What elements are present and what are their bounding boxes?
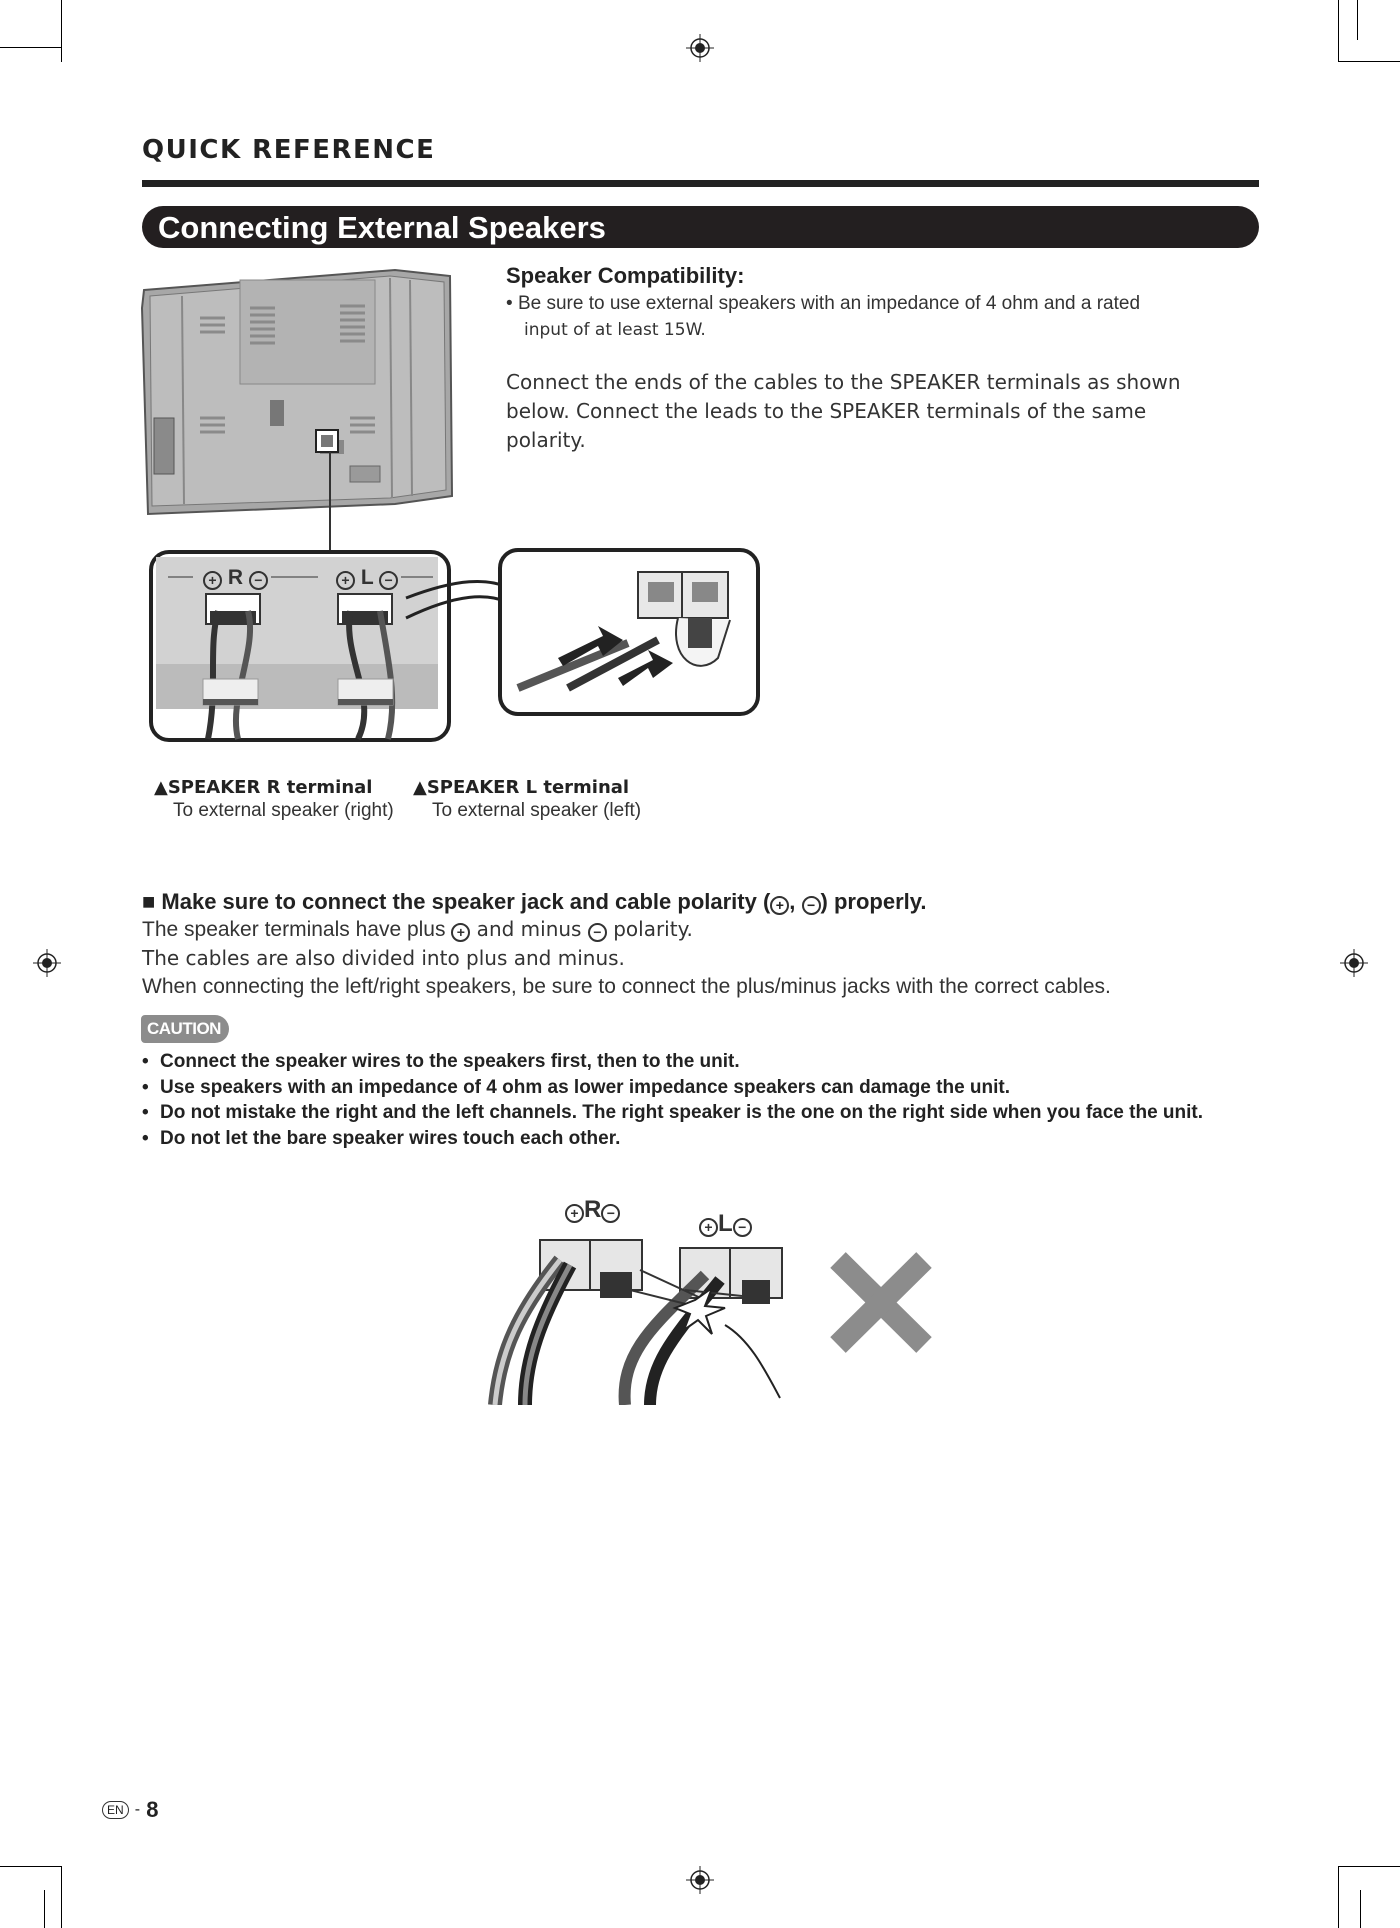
terminal-l-mark: + L − (333, 567, 401, 590)
minus-icon: − (588, 923, 607, 942)
minus-icon: − (249, 571, 268, 590)
language-badge: EN (102, 1801, 129, 1819)
cross-icon (826, 1250, 936, 1355)
polarity-heading: ■ Make sure to connect the speaker jack and cable polarity ( + , − ) properly. (142, 889, 927, 914)
plus-icon: + (565, 1204, 584, 1223)
polarity-line1: The speaker terminals have plus + and minus − polarity. (142, 917, 693, 941)
minus-icon: − (601, 1204, 620, 1223)
registration-mark-icon (1340, 949, 1368, 977)
compatibility-body: • Be sure to use external speakers with an impedance of 4 ohm and a rated input of at least 15W. (506, 290, 1246, 344)
wrong-wiring-r-mark: + R − (565, 1196, 620, 1224)
registration-mark-icon (33, 949, 61, 977)
plus-icon: + (203, 571, 222, 590)
polarity-line2: The cables are also divided into plus and minus. (142, 946, 625, 970)
registration-mark-icon (686, 1866, 714, 1894)
compatibility-line2: input of at least 15W. (524, 320, 706, 340)
terminal-r-sub: To external speaker (right) (173, 800, 394, 821)
connect-instructions: Connect the ends of the cables to the SPEAKER terminals as shown below. Connect the leads to the SPEAKER terminals of the same polarity. (506, 370, 1181, 452)
terminal-r-label: ▲SPEAKER R terminal (154, 777, 373, 798)
terminal-l-label: ▲SPEAKER L terminal (413, 777, 630, 798)
compatibility-heading: Speaker Compatibility: (506, 263, 745, 288)
compatibility-line1: Be sure to use external speakers with an impedance of 4 ohm and a rated (517, 293, 1141, 314)
terminal-l-caption (413, 777, 641, 822)
plus-icon: + (699, 1218, 718, 1237)
caution-list (142, 1049, 1262, 1151)
caution-badge: CAUTION (141, 1015, 229, 1043)
page-number: EN - 8 (102, 1797, 159, 1823)
page-banner (142, 206, 1259, 248)
section-rule (142, 180, 1259, 187)
terminal-r-mark: + R − (200, 567, 271, 590)
registration-mark-icon (686, 34, 714, 62)
minus-icon: − (802, 896, 821, 915)
section-title: QUICK REFERENCE (142, 135, 436, 165)
wrong-wiring-illustration (480, 1230, 840, 1405)
tv-rear-illustration (140, 268, 460, 550)
list-item: • Connect the speaker wires to the speakers first, then to the unit. (142, 1051, 740, 1072)
minus-icon: − (733, 1218, 752, 1237)
plus-icon: + (451, 923, 470, 942)
terminal-l-sub: To external speaker (left) (432, 800, 642, 821)
minus-icon: − (379, 571, 398, 590)
wrong-wiring-l-mark: + L − (699, 1210, 752, 1238)
plus-icon: + (336, 571, 355, 590)
list-item: • Do not let the bare speaker wires touch each other. (142, 1127, 621, 1149)
terminal-r-caption (154, 777, 394, 822)
cable-insertion-detail (398, 548, 763, 718)
plus-icon: + (770, 896, 789, 915)
polarity-line3: When connecting the left/right speakers, be sure to connect the plus/minus jacks with the correct cables. (142, 975, 1111, 998)
list-item: • Use speakers with an impedance of 4 ohm as lower impedance speakers can damage the unit. (142, 1076, 1011, 1098)
list-item: • Do not mistake the right and the left channels. The right speaker is the one on the right side when you face the unit. (142, 1102, 1204, 1123)
page-title: Connecting External Speakers (158, 210, 606, 245)
